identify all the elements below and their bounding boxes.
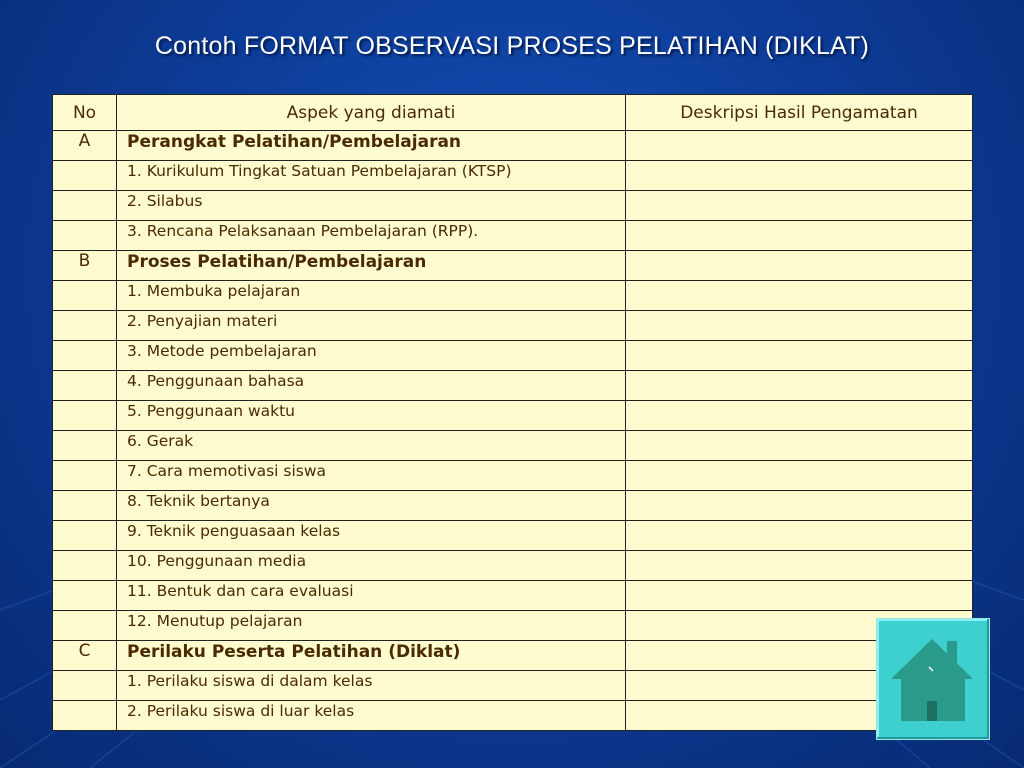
cell-aspek: 9. Teknik penguasaan kelas: [117, 521, 626, 551]
cell-deskripsi: [626, 131, 973, 161]
cell-no: [53, 311, 117, 341]
cell-no: A: [53, 131, 117, 161]
slide-title: Contoh FORMAT OBSERVASI PROSES PELATIHAN (DIKLAT): [154, 32, 870, 60]
table-row: [53, 581, 973, 611]
cell-deskripsi: [626, 281, 973, 311]
header-deskripsi: Deskripsi Hasil Pengamatan: [626, 95, 973, 131]
table-row: [53, 281, 973, 311]
table-row: [53, 401, 973, 431]
cell-aspek: 1. Kurikulum Tingkat Satuan Pembelajaran (KTSP): [117, 161, 626, 191]
cell-aspek: Perilaku Peserta Pelatihan (Diklat): [117, 641, 626, 671]
header-no: No: [53, 95, 117, 131]
table-row: [53, 311, 973, 341]
cell-no: [53, 521, 117, 551]
table-row: [53, 701, 973, 731]
cell-aspek: 2. Silabus: [117, 191, 626, 221]
cell-aspek: 10. Penggunaan media: [117, 551, 626, 581]
cell-deskripsi: [626, 581, 973, 611]
cell-no: B: [53, 251, 117, 281]
table-section-row: [53, 641, 973, 671]
table-row: [53, 671, 973, 701]
cell-deskripsi: [626, 461, 973, 491]
cell-no: [53, 161, 117, 191]
cell-deskripsi: [626, 311, 973, 341]
cell-no: [53, 191, 117, 221]
cell-deskripsi: [626, 371, 973, 401]
table-row: [53, 431, 973, 461]
cell-aspek: 8. Teknik bertanya: [117, 491, 626, 521]
table-header-row: [53, 95, 973, 131]
table-body: [53, 131, 973, 731]
cell-no: C: [53, 641, 117, 671]
cell-deskripsi: [626, 221, 973, 251]
table-row: [53, 161, 973, 191]
table-row: [53, 341, 973, 371]
cell-no: [53, 401, 117, 431]
cell-deskripsi: [626, 431, 973, 461]
cell-aspek: 3. Rencana Pelaksanaan Pembelajaran (RPP).: [117, 221, 626, 251]
header-aspek: Aspek yang diamati: [117, 95, 626, 131]
table-row: [53, 491, 973, 521]
table-row: [53, 371, 973, 401]
cell-aspek: 7. Cara memotivasi siswa: [117, 461, 626, 491]
cell-no: [53, 431, 117, 461]
cell-deskripsi: [626, 341, 973, 371]
observation-table: [52, 94, 973, 731]
cell-deskripsi: [626, 551, 973, 581]
cell-no: [53, 341, 117, 371]
table-row: [53, 191, 973, 221]
cell-no: [53, 491, 117, 521]
cell-aspek: 11. Bentuk dan cara evaluasi: [117, 581, 626, 611]
cell-deskripsi: [626, 401, 973, 431]
cell-no: [53, 281, 117, 311]
cell-no: [53, 461, 117, 491]
cell-aspek: 1. Membuka pelajaran: [117, 281, 626, 311]
cell-deskripsi: [626, 191, 973, 221]
cell-aspek: 12. Menutup pelajaran: [117, 611, 626, 641]
cell-aspek: Perangkat Pelatihan/Pembelajaran: [117, 131, 626, 161]
cell-aspek: 2. Penyajian materi: [117, 311, 626, 341]
table-row: [53, 551, 973, 581]
cell-no: [53, 551, 117, 581]
cell-deskripsi: [626, 251, 973, 281]
cell-no: [53, 581, 117, 611]
cell-aspek: 6. Gerak: [117, 431, 626, 461]
cell-deskripsi: [626, 521, 973, 551]
cell-aspek: 5. Penggunaan waktu: [117, 401, 626, 431]
table-row: [53, 461, 973, 491]
cell-no: [53, 701, 117, 731]
cell-aspek: 1. Perilaku siswa di dalam kelas: [117, 671, 626, 701]
table-section-row: [53, 131, 973, 161]
cell-no: [53, 221, 117, 251]
home-button[interactable]: [876, 618, 990, 740]
cell-aspek: 2. Perilaku siswa di luar kelas: [117, 701, 626, 731]
cell-no: [53, 671, 117, 701]
table-row: [53, 611, 973, 641]
table-row: [53, 221, 973, 251]
table-section-row: [53, 251, 973, 281]
cell-aspek: Proses Pelatihan/Pembelajaran: [117, 251, 626, 281]
cell-aspek: 4. Penggunaan bahasa: [117, 371, 626, 401]
cell-no: [53, 611, 117, 641]
cell-deskripsi: [626, 161, 973, 191]
table-row: [53, 521, 973, 551]
cell-no: [53, 371, 117, 401]
cell-deskripsi: [626, 491, 973, 521]
home-icon: [877, 619, 989, 739]
cell-aspek: 3. Metode pembelajaran: [117, 341, 626, 371]
